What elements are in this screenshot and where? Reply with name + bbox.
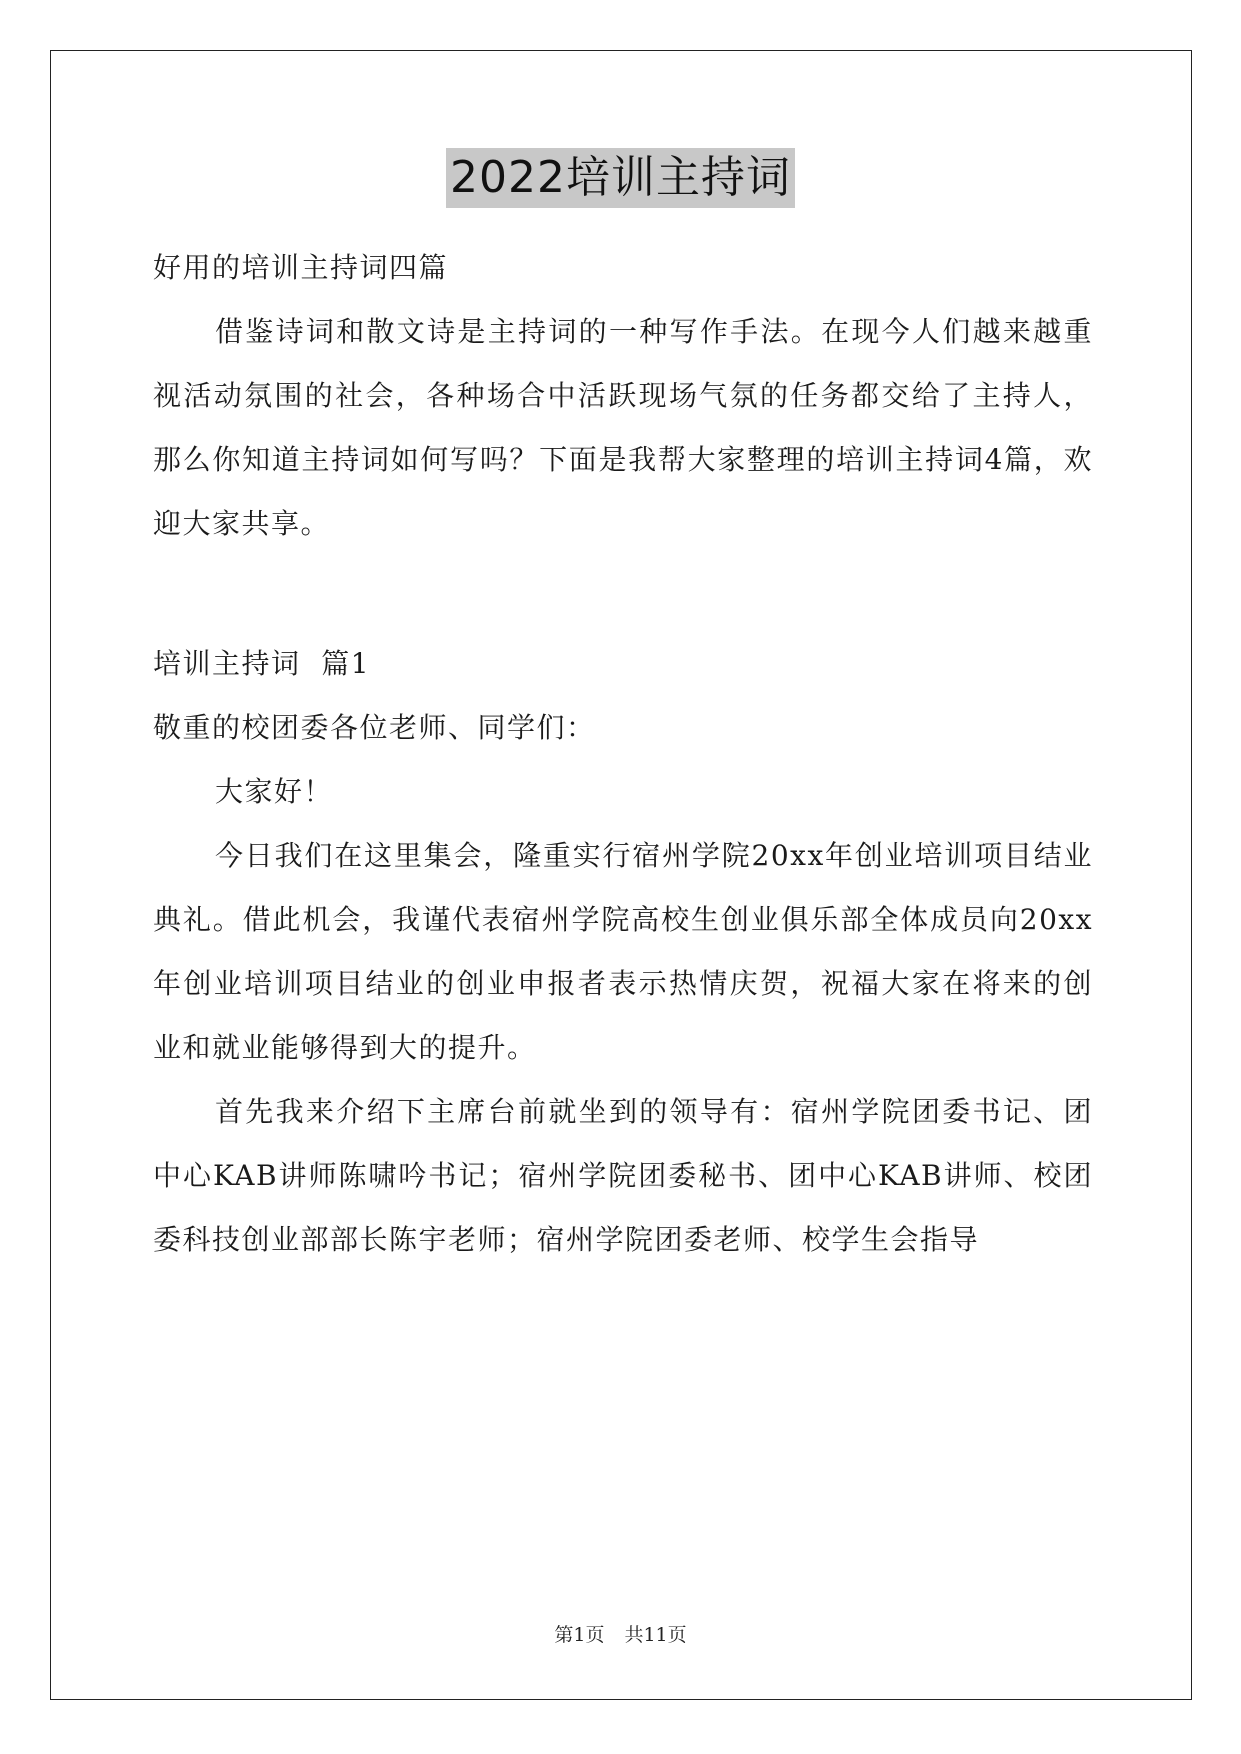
body-paragraph-1: 今日我们在这里集会，隆重实行宿州学院20xx年创业培训项目结业典礼。借此机会，我谨代表宿州学院高校生创业俱乐部全体成员向20xx年创业培训项目结业的创业申报者表示热情庆贺，祝福大家在将来的创业和就业能够得到大的提升。 <box>153 839 1093 1064</box>
intro-paragraph: 借鉴诗词和散文诗是主持词的一种写作手法。在现今人们越来越重视活动氛围的社会，各种场合中活跃现场气氛的任务都交给了主持人，那么你知道主持词如何写吗？下面是我帮大家整理的培训主持词4篇，欢迎大家共享。 <box>153 315 1093 540</box>
section-heading: 培训主持词 篇1 <box>153 647 371 680</box>
page-number-current: 第1页 <box>554 1624 605 1646</box>
salutation: 敬重的校团委各位老师、同学们： <box>153 711 596 744</box>
document-body <box>153 236 1093 1272</box>
greeting: 大家好！ <box>215 775 334 808</box>
page-number-total: 共11页 <box>624 1624 687 1646</box>
page-footer <box>0 1620 1241 1647</box>
document-title: 2022培训主持词 <box>446 148 795 208</box>
section-gap <box>153 556 1093 632</box>
document-subtitle: 好用的培训主持词四篇 <box>153 251 449 284</box>
title-container <box>0 148 1241 208</box>
body-paragraph-2: 首先我来介绍下主席台前就坐到的领导有：宿州学院团委书记、团中心KAB讲师陈啸吟书记；宿州学院团委秘书、团中心KAB讲师、校团委科技创业部部长陈宇老师；宿州学院团委老师、校学生会指导 <box>153 1095 1093 1256</box>
